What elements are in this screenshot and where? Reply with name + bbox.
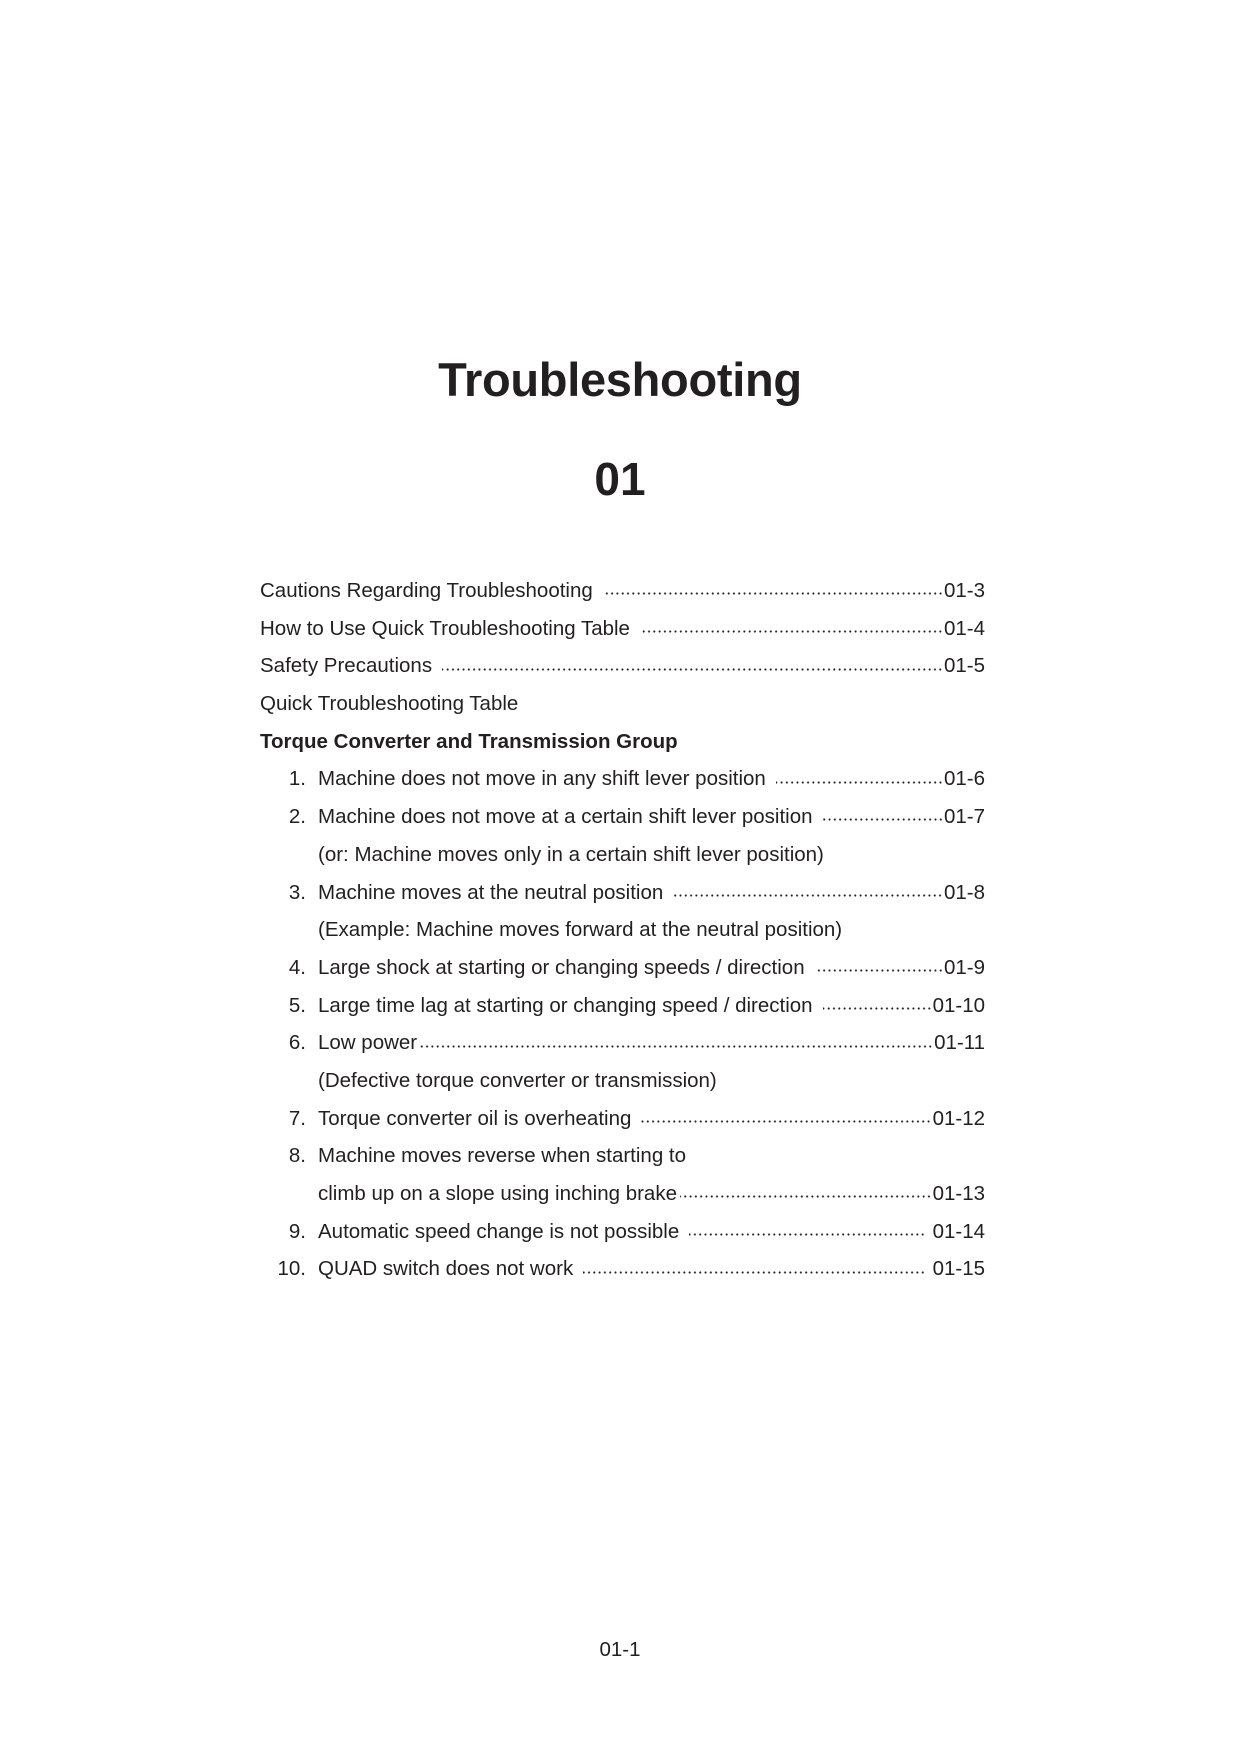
table-of-contents: [260, 572, 985, 1288]
dot-leader: [823, 818, 943, 821]
toc-entry-text: (or: Machine moves only in a certain shift lever position): [318, 842, 824, 866]
toc-entry-continuation: [260, 836, 985, 874]
dot-leader: [823, 1007, 932, 1010]
toc-group-heading: [260, 723, 985, 761]
toc-entry[interactable]: [260, 1024, 985, 1062]
toc-entry-page: 01-13: [932, 1182, 985, 1205]
toc-entry[interactable]: [260, 1250, 985, 1288]
toc-entry-text: climb up on a slope using inching brake: [318, 1182, 677, 1205]
toc-section-heading: [260, 685, 985, 723]
dot-leader: [689, 1233, 925, 1236]
toc-entry[interactable]: [260, 1213, 985, 1251]
dot-leader: [776, 781, 943, 784]
toc-entry-text: Machine does not move at a certain shift lever position: [318, 805, 813, 829]
toc-entry[interactable]: [260, 647, 985, 685]
toc-entry-page: 01-4: [943, 616, 985, 640]
toc-entry-text: Low power: [318, 1031, 418, 1055]
toc-entry-text: Machine moves reverse when starting to: [318, 1144, 687, 1168]
toc-entry-number: 8.: [288, 1144, 306, 1168]
toc-entry-page: 01-8: [943, 880, 985, 904]
toc-entry-text: How to Use Quick Troubleshooting Table: [260, 616, 630, 640]
toc-entry-text: Large shock at starting or changing speeds / direction: [318, 955, 805, 979]
toc-entry[interactable]: [260, 572, 985, 610]
dot-leader: [603, 592, 943, 595]
toc-entry[interactable]: [260, 798, 985, 836]
toc-entry-page: 01-15: [932, 1257, 985, 1281]
toc-entry-text: Large time lag at starting or changing speed / direction: [318, 993, 813, 1017]
dot-leader: [641, 1120, 931, 1123]
dot-leader: [420, 1045, 933, 1048]
toc-entry-text: Automatic speed change is not possible: [318, 1219, 680, 1243]
toc-entry-page: 01-5: [943, 654, 985, 678]
toc-entry-text: Machine does not move in any shift lever position: [318, 767, 766, 791]
toc-entry-number: 3.: [288, 880, 306, 904]
toc-entry-page: 01-11: [934, 1031, 985, 1055]
toc-group-title: Torque Converter and Transmission Group: [260, 729, 678, 753]
toc-entry-page: 01-9: [943, 955, 985, 979]
toc-entry-text: (Defective torque converter or transmission): [318, 1068, 717, 1092]
toc-entry-number: 1.: [288, 767, 306, 791]
toc-entry-text: Machine moves at the neutral position: [318, 880, 664, 904]
toc-entry[interactable]: [260, 987, 985, 1025]
toc-entry-text: (Example: Machine moves forward at the neutral position): [318, 918, 843, 942]
toc-entry[interactable]: [260, 1137, 985, 1175]
toc-entry-page: 01-14: [932, 1219, 985, 1243]
toc-entry-text: Quick Troubleshooting Table: [260, 692, 519, 716]
toc-entry[interactable]: [260, 760, 985, 798]
toc-entry[interactable]: [260, 610, 985, 648]
toc-entry[interactable]: [260, 1100, 985, 1138]
dot-leader: [680, 1195, 932, 1198]
toc-entry-number: 9.: [288, 1219, 306, 1243]
toc-entry-text: Safety Precautions: [260, 654, 433, 678]
toc-entry-number: 10.: [277, 1257, 306, 1281]
toc-entry-page: 01-6: [943, 767, 985, 791]
toc-entry-number: 5.: [288, 993, 306, 1017]
toc-entry-continuation[interactable]: [260, 1175, 985, 1213]
toc-entry-page: 01-10: [932, 993, 985, 1017]
page-title: Troubleshooting: [438, 353, 802, 406]
toc-entry[interactable]: [260, 874, 985, 912]
toc-entry-continuation: [260, 911, 985, 949]
toc-entry-continuation: [260, 1062, 985, 1100]
toc-entry-page: 01-3: [943, 579, 985, 602]
dot-leader: [442, 668, 943, 671]
dot-leader: [815, 969, 943, 972]
dot-leader: [583, 1271, 925, 1274]
toc-entry-number: 4.: [288, 955, 306, 979]
toc-entry-number: 6.: [288, 1031, 306, 1055]
toc-entry-number: 2.: [288, 805, 306, 829]
toc-entry-text: Torque converter oil is overheating: [318, 1106, 632, 1130]
toc-entry[interactable]: [260, 949, 985, 987]
toc-entry-number: 7.: [288, 1106, 306, 1130]
dot-leader: [640, 630, 943, 633]
toc-entry-text: QUAD switch does not work: [318, 1257, 574, 1281]
toc-entry-page: 01-12: [932, 1106, 985, 1130]
toc-entry-text: Cautions Regarding Troubleshooting: [260, 579, 593, 602]
dot-leader: [673, 894, 943, 897]
chapter-number: 01: [594, 453, 646, 505]
page-number: 01-1: [599, 1638, 641, 1661]
toc-entry-page: 01-7: [943, 805, 985, 829]
